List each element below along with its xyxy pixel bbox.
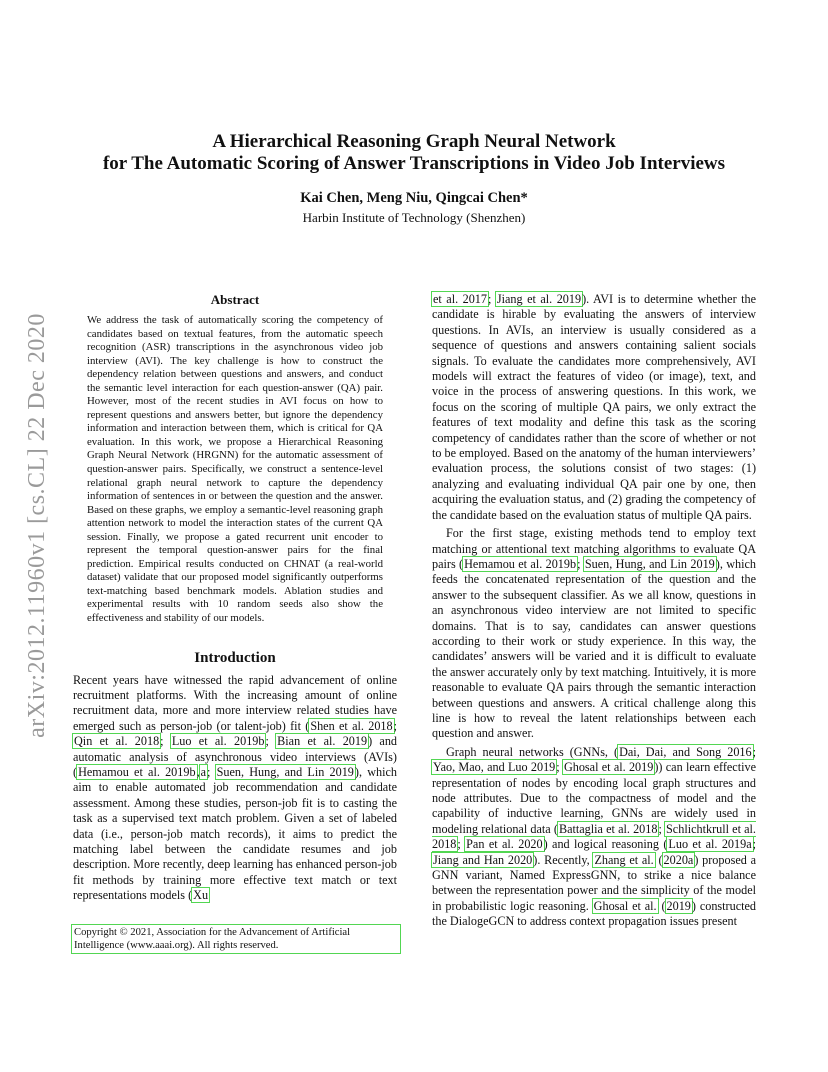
citation-link[interactable]: Zhang et al. <box>594 852 654 867</box>
citation-link[interactable]: Dai, Dai, and Song 2016 <box>619 744 752 759</box>
citation-separator: ; <box>457 837 466 852</box>
introduction-heading: Introduction <box>194 649 276 666</box>
copyright-notice[interactable]: Copyright © 2021, Association for the Advancement of Artificial Intelligence (www.aaai.org). All rights reserved. <box>71 924 401 954</box>
title-line-2: for The Automatic Scoring of Answer Transcriptions in Video Job Interviews <box>102 153 726 174</box>
intro-text: Graph neural networks (GNNs, ( <box>446 744 619 759</box>
citation-link[interactable]: Bian et al. 2019 <box>277 734 368 749</box>
intro-text: ) and automatic analysis of asynchronous video interviews (AVIs) ( <box>73 734 398 780</box>
intro-text: ). AVI is to determine whether the candidate is hirable by evaluating the answers of interview questions. In AVIs, an interview is usually considered as a sequence of questions and answers containing salient socials signals. To evaluate the candidates more comprehensively, AVI models will extract the features of video (or image), text, and voice in the process of answering questions. In this work, we focus on the scoring of multiple QA pairs, we only extract the features of text modality and define this task as the scoring competency of candidates rather than the score of whether or not to be employed. Based on the anatomy of the human interviewers’ evaluation process, the solutions consist of two stages: (1) analyzing and evaluating individual QA pair one by one, then acquiring the evaluation status, and (2) grading the competency of the candidate based on the evaluation status of multiple QA pairs. <box>432 292 756 522</box>
citation-separator: ; <box>577 556 584 571</box>
arxiv-side-stamp <box>22 290 52 760</box>
citation-separator: ( <box>657 898 666 913</box>
citation-link[interactable]: Ghosal et al. 2019 <box>563 760 654 775</box>
citation-link[interactable]: Pan et al. 2020 <box>466 837 543 852</box>
citation-link[interactable]: Ghosal et al. <box>593 898 657 913</box>
citation-separator: ; <box>207 765 216 780</box>
intro-paragraph-2 <box>432 526 756 742</box>
intro-text: Recent years have witnessed the rapid advancement of online recruitment platforms. With the increasing amount of online recruitment data, more and more interview related studies have emerged such as person-job (or talent-job) fit ( <box>73 672 397 733</box>
citation-separator: ; <box>265 734 277 749</box>
citation-link[interactable]: et al. 2017 <box>433 292 487 306</box>
intro-text: ), which feeds the concatenated representation of the question and the answer to the subsequent classifier. As we all know, questions in an asynchronous video interview are not limited to specific domains. That is to say, candidates can answer questions according to their work or study experience. In this way, the candidates’ answers will be varied and it is difficult to evaluate the answer accurately only by text matching. Intuitively, it is more reasonable to evaluate QA pairs through the semantic interaction between questions and answers. A critical challenge along this line is how to reveal the latent relationships between each question and answer. <box>432 556 757 741</box>
citation-link[interactable]: a <box>200 765 207 780</box>
citation-link[interactable]: Schlichtkrull et al. 2018 <box>432 821 756 852</box>
citation-link[interactable]: Shen et al. 2018 <box>310 718 393 733</box>
author-list: Kai Chen, Meng Niu, Qingcai Chen* <box>300 190 528 206</box>
citation-separator: ( <box>654 852 663 867</box>
intro-text: ) constructed the DialogeGCN to address context propagation issues present <box>432 898 756 929</box>
right-column <box>432 292 756 930</box>
citation-separator: ; <box>488 292 496 306</box>
intro-text: ), which aim to enable automated job recommendation and candidate assessment. Among these studies, person-job fit is to casting the task as a supervised text match problem. Given a set of labeled data (i.e., person-job match records), it aims to predict the matching label between the candidate resumes and job description. More recently, deep learning has enhanced person-job fit methods by training more effective text match or text representations models ( <box>73 765 398 903</box>
paper-title <box>60 131 768 175</box>
citation-separator: ; <box>160 734 171 749</box>
intro-paragraph-continued <box>432 292 756 523</box>
citation-link[interactable]: 2020a <box>663 852 694 867</box>
citation-link[interactable]: Hemamou et al. 2019b <box>78 765 196 780</box>
intro-paragraph-1 <box>73 673 397 904</box>
citation-link[interactable]: 2019 <box>666 898 691 913</box>
citation-link[interactable]: Jiang et al. 2019 <box>496 292 582 306</box>
intro-text: ) proposed a GNN variant, Named ExpressGNN, to strike a nice balance between the representation power and the simplicity of the model in probabilistic logic reasoning. <box>432 852 756 913</box>
citation-separator: ; <box>752 744 756 759</box>
citation-link[interactable]: Suen, Hung, and Lin 2019 <box>216 765 354 780</box>
intro-text: ) and logical reasoning ( <box>543 837 668 852</box>
citation-link[interactable]: Jiang and Han 2020 <box>433 852 533 867</box>
citation-link[interactable]: Xu <box>193 888 209 903</box>
citation-separator: , <box>196 765 200 780</box>
citation-separator: ; <box>393 718 397 733</box>
left-column <box>73 292 397 904</box>
intro-text: )) can learn effective representation of nodes by encoding local graph structures and node attributes. Due to the compactness of model and the capability of inductive learning, GNNs are widely used in modeling relational data ( <box>432 760 756 836</box>
affiliation: Harbin Institute of Technology (Shenzhen) <box>302 210 526 225</box>
abstract-heading: Abstract <box>210 292 260 307</box>
citation-link[interactable]: Qin et al. 2018 <box>74 734 160 749</box>
intro-paragraph-3 <box>432 745 756 930</box>
citation-separator: ; <box>556 760 563 775</box>
citation-link[interactable]: Luo et al. 2019a <box>668 837 752 852</box>
citation-link[interactable]: Yao, Mao, and Luo 2019 <box>433 760 556 775</box>
intro-text: ). Recently, <box>533 852 594 867</box>
citation-link[interactable]: Luo et al. 2019b <box>171 734 265 749</box>
citation-separator: ; <box>658 821 666 836</box>
citation-link[interactable]: Suen, Hung, and Lin 2019 <box>584 556 715 571</box>
citation-separator: ; <box>752 837 757 852</box>
citation-link[interactable]: Battaglia et al. 2018 <box>558 821 658 836</box>
citation-link[interactable]: Hemamou et al. 2019b <box>464 556 577 571</box>
arxiv-identifier[interactable]: arXiv:2012.11960v1 [cs.CL] 22 Dec 2020 <box>23 312 50 738</box>
abstract-text: We address the task of automatically scoring the competency of candidates based on textual features, from the automatic speech recognition (ASR) transcriptions in the asynchronous video job interview (AVI). The key challenge is how to construct the dependency relation between questions and answers, and conduct the semantic level interaction for each question-answer (QA) pair. However, most of the recent studies in AVI focus on how to represent questions and answers better, but ignore the dependency information and interaction between them, which is critical for QA evaluation. In this work, we propose a Hierarchical Reasoning Graph Neural Network (HRGNN) for the automatic assessment of question-answer pairs. Specifically, we construct a sentence-level relational graph neural network to capture the dependency information of sentences in or between the question and the answer. Based on these graphs, we employ a semantic-level reasoning graph attention network to model the interaction states of the current QA session. Finally, we propose a gated recurrent unit encoder to represent the temporal question-answer pairs for the final prediction. Empirical results conducted on CHNAT (a real-world dataset) validate that our proposed model significantly outperforms text-matching based benchmark models. Ablation studies and experimental results with 10 random seeds also show the effectiveness and stability of our models. <box>87 314 383 625</box>
title-line-1: A Hierarchical Reasoning Graph Neural Network <box>212 131 616 152</box>
intro-text: For the first stage, existing methods tend to employ text matching or attentional text matching algorithms to evaluate QA pairs ( <box>432 526 756 571</box>
